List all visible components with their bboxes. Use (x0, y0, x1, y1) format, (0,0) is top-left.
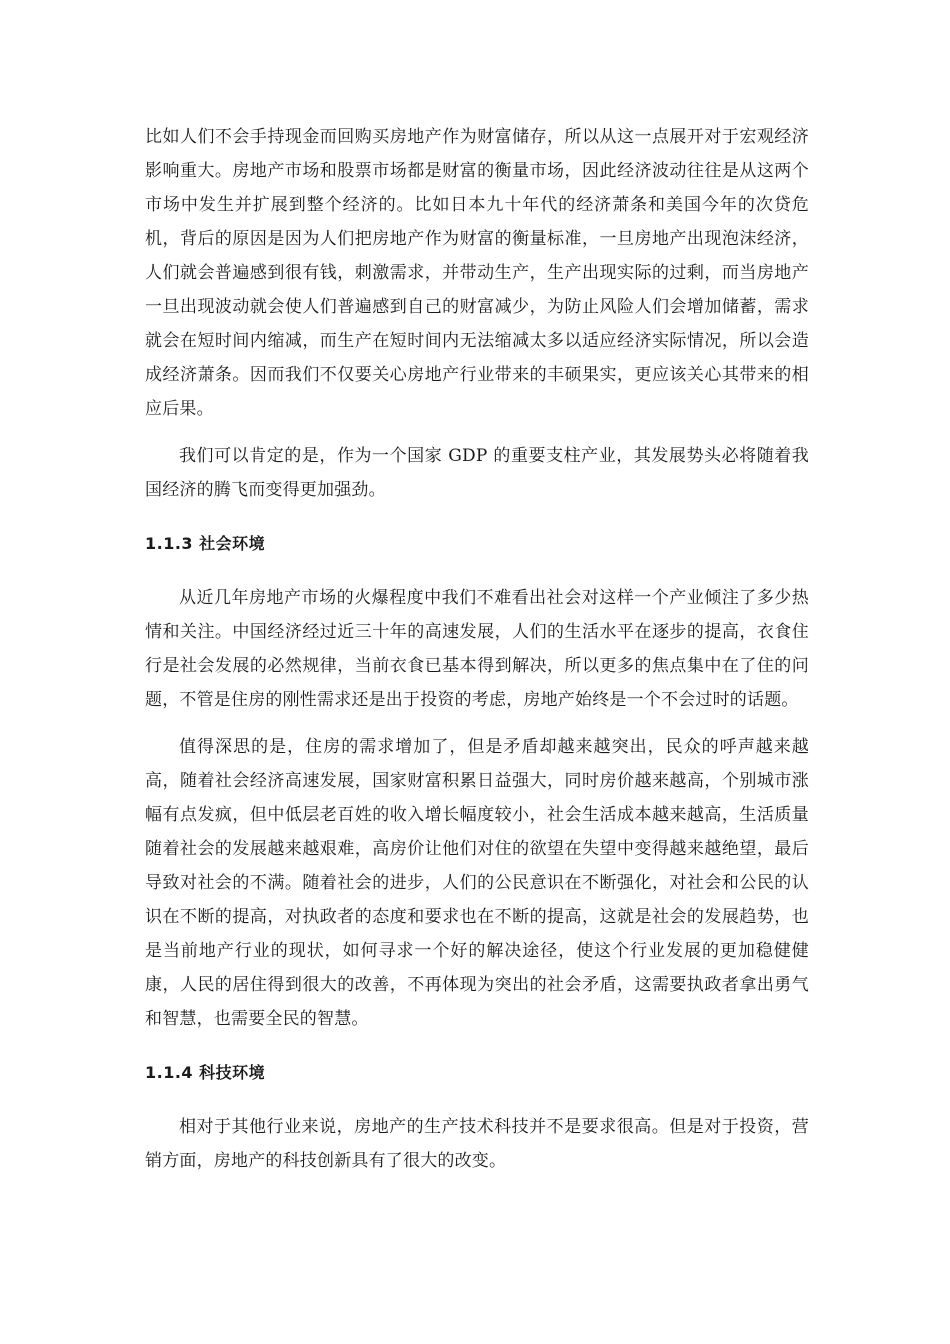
paragraph-economic-impact: 比如人们不会手持现金而回购买房地产作为财富储存，所以从这一点展开对于宏观经济影响重大。房地产市场和股票市场都是财富的衡量市场，因此经济波动往往是从这两个市场中发生并扩展到整个经济的。比如日本九十年代的经济萧条和美国今年的次贷危机，背后的原因是因为人们把房地产作为财富的衡量标准，一旦房地产出现泡沫经济，人们就会普遍感到很有钱，刺激需求，并带动生产，生产出现实际的过剩，而当房地产一旦出现波动就会使人们普遍感到自己的财富减少，为防止风险人们会增加储蓄，需求就会在短时间内缩减，而生产在短时间内无法缩减太多以适应经济实际情况，所以会造成经济萧条。因而我们不仅要关心房地产行业带来的丰硕果实，更应该关心其带来的相应后果。 (145, 127, 809, 419)
paragraph-gdp-pillar: 我们可以肯定的是，作为一个国家 GDP 的重要支柱产业，其发展势头必将随着我国经济的腾飞而变得更加强劲。 (145, 446, 809, 500)
paragraph-social-attention: 从近几年房地产市场的火爆程度中我们不难看出社会对这样一个产业倾注了多少热情和关注。中国经济经过近三十年的高速发展，人们的生活水平在逐步的提高，衣食住行是社会发展的必然规律，当前衣食已基本得到解决，所以更多的焦点集中在了住的问题，不管是住房的刚性需求还是出于投资的考虑，房地产始终是一个不会过时的话题。 (145, 588, 809, 710)
section-heading-technology-environment: 1.1.4 科技环境 (145, 1063, 266, 1082)
paragraph-housing-contradiction: 值得深思的是，住房的需求增加了，但是矛盾却越来越突出，民众的呼声越来越高，随着社会经济高速发展，国家财富积累日益强大，同时房价越来越高，个别城市涨幅有点发疯，但中低层老百姓的收入增长幅度较小，社会生活成本越来越高，生活质量随着社会的发展越来越艰难，高房价让他们对住的欲望在失望中变得越来越绝望，最后导致对社会的不满。随着社会的进步，人们的公民意识在不断强化，对社会和公民的认识在不断的提高，对执政者的态度和要求也在不断的提高，这就是社会的发展趋势，也是当前地产行业的现状，如何寻求一个好的解决途径，使这个行业发展的更加稳健健康，人民的居住得到很大的改善，不再体现为突出的社会矛盾，这需要执政者拿出勇气和智慧，也需要全民的智慧。 (145, 737, 809, 1029)
paragraph-technology: 相对于其他行业来说，房地产的生产技术科技并不是要求很高。但是对于投资，营销方面，房地产的科技创新具有了很大的改变。 (145, 1117, 809, 1171)
section-heading-social-environment: 1.1.3 社会环境 (145, 534, 266, 553)
document-page (145, 120, 809, 1178)
